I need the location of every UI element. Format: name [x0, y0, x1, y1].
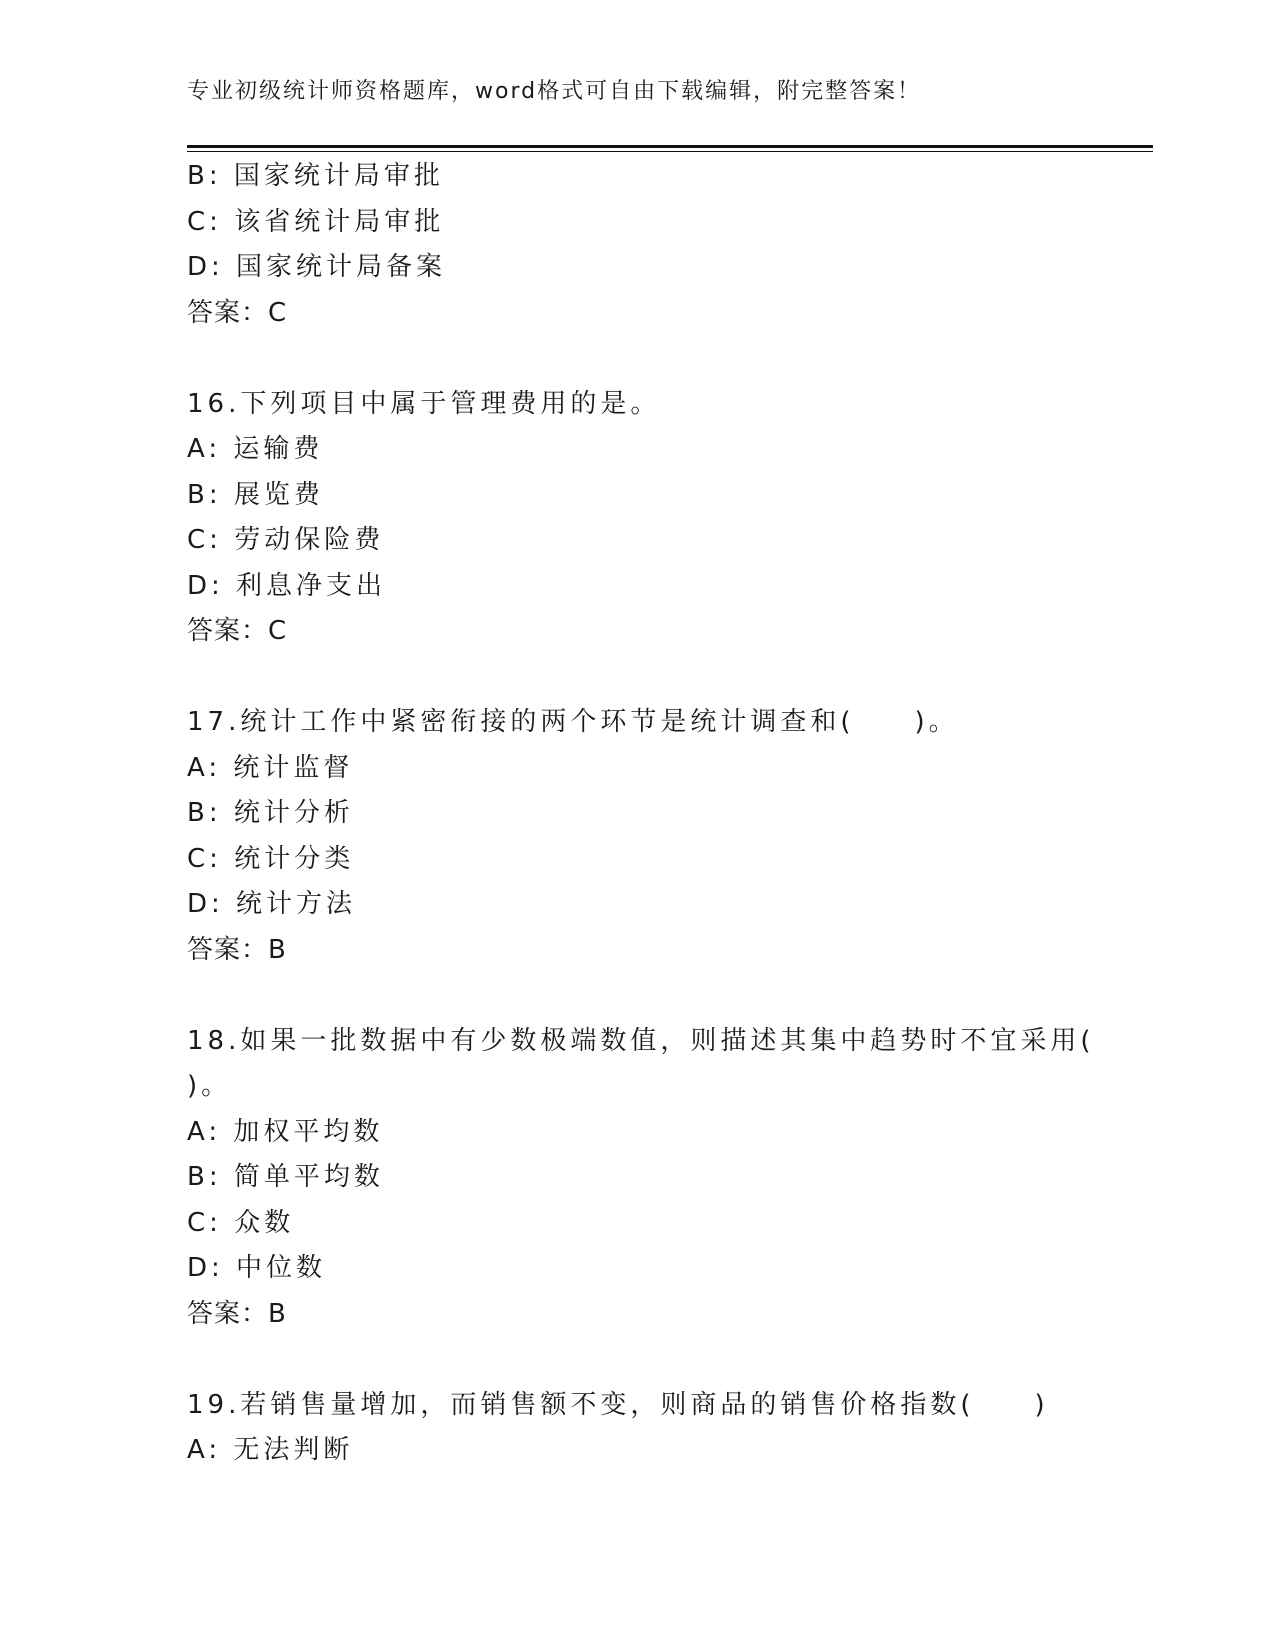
q18-stem-line1: 18.如果一批数据中有少数极端数值，则描述其集中趋势时不宜采用(: [187, 1025, 1095, 1056]
spacer: [187, 336, 1087, 382]
page-header: 专业初级统计师资格题库，word格式可自由下载编辑，附完整答案！: [187, 79, 922, 104]
q18-option-a: A: 加权平均数: [187, 1116, 384, 1147]
q16-stem: 16.下列项目中属于管理费用的是。: [187, 388, 661, 419]
q17-option-d: D: 统计方法: [187, 889, 357, 919]
spacer: [187, 655, 1087, 701]
q17-option-c: C: 统计分类: [187, 843, 355, 874]
q18-option-d: D: 中位数: [187, 1253, 327, 1283]
q19-stem: 19.若销售量增加，而销售额不变，则商品的销售价格指数( ): [187, 1389, 1049, 1420]
q18-option-c: C: 众数: [187, 1207, 295, 1238]
q15-option-c: C: 该省统计局审批: [187, 206, 445, 237]
q16-answer: 答案：C: [187, 616, 288, 646]
header-rule-thin: [187, 151, 1153, 152]
q17-option-b: B: 统计分析: [187, 798, 354, 828]
q15-option-d: D: 国家统计局备案: [187, 252, 447, 282]
q19-option-a: A: 无法判断: [187, 1435, 354, 1465]
q17-answer: 答案：B: [187, 934, 287, 965]
q15-answer: 答案：C: [187, 297, 288, 328]
question-content: [187, 154, 1095, 1474]
q16-option-c: C: 劳动保险费: [187, 525, 385, 555]
q15-option-b: B: 国家统计局审批: [187, 161, 444, 191]
header-rule-thick: [187, 145, 1153, 148]
q16-option-b: B: 展览费: [187, 479, 324, 510]
spacer: [187, 973, 1087, 1019]
q16-option-d: D: 利息净支出: [187, 570, 387, 601]
q16-option-a: A: 运输费: [187, 434, 324, 464]
q17-option-a: A: 统计监督: [187, 752, 354, 783]
q18-answer: 答案：B: [187, 1298, 287, 1329]
q17-stem: 17.统计工作中紧密衔接的两个环节是统计调查和( )。: [187, 707, 959, 737]
q18-option-b: B: 简单平均数: [187, 1162, 384, 1192]
q18-stem-line2: )。: [187, 1071, 232, 1101]
spacer: [187, 1337, 1087, 1383]
